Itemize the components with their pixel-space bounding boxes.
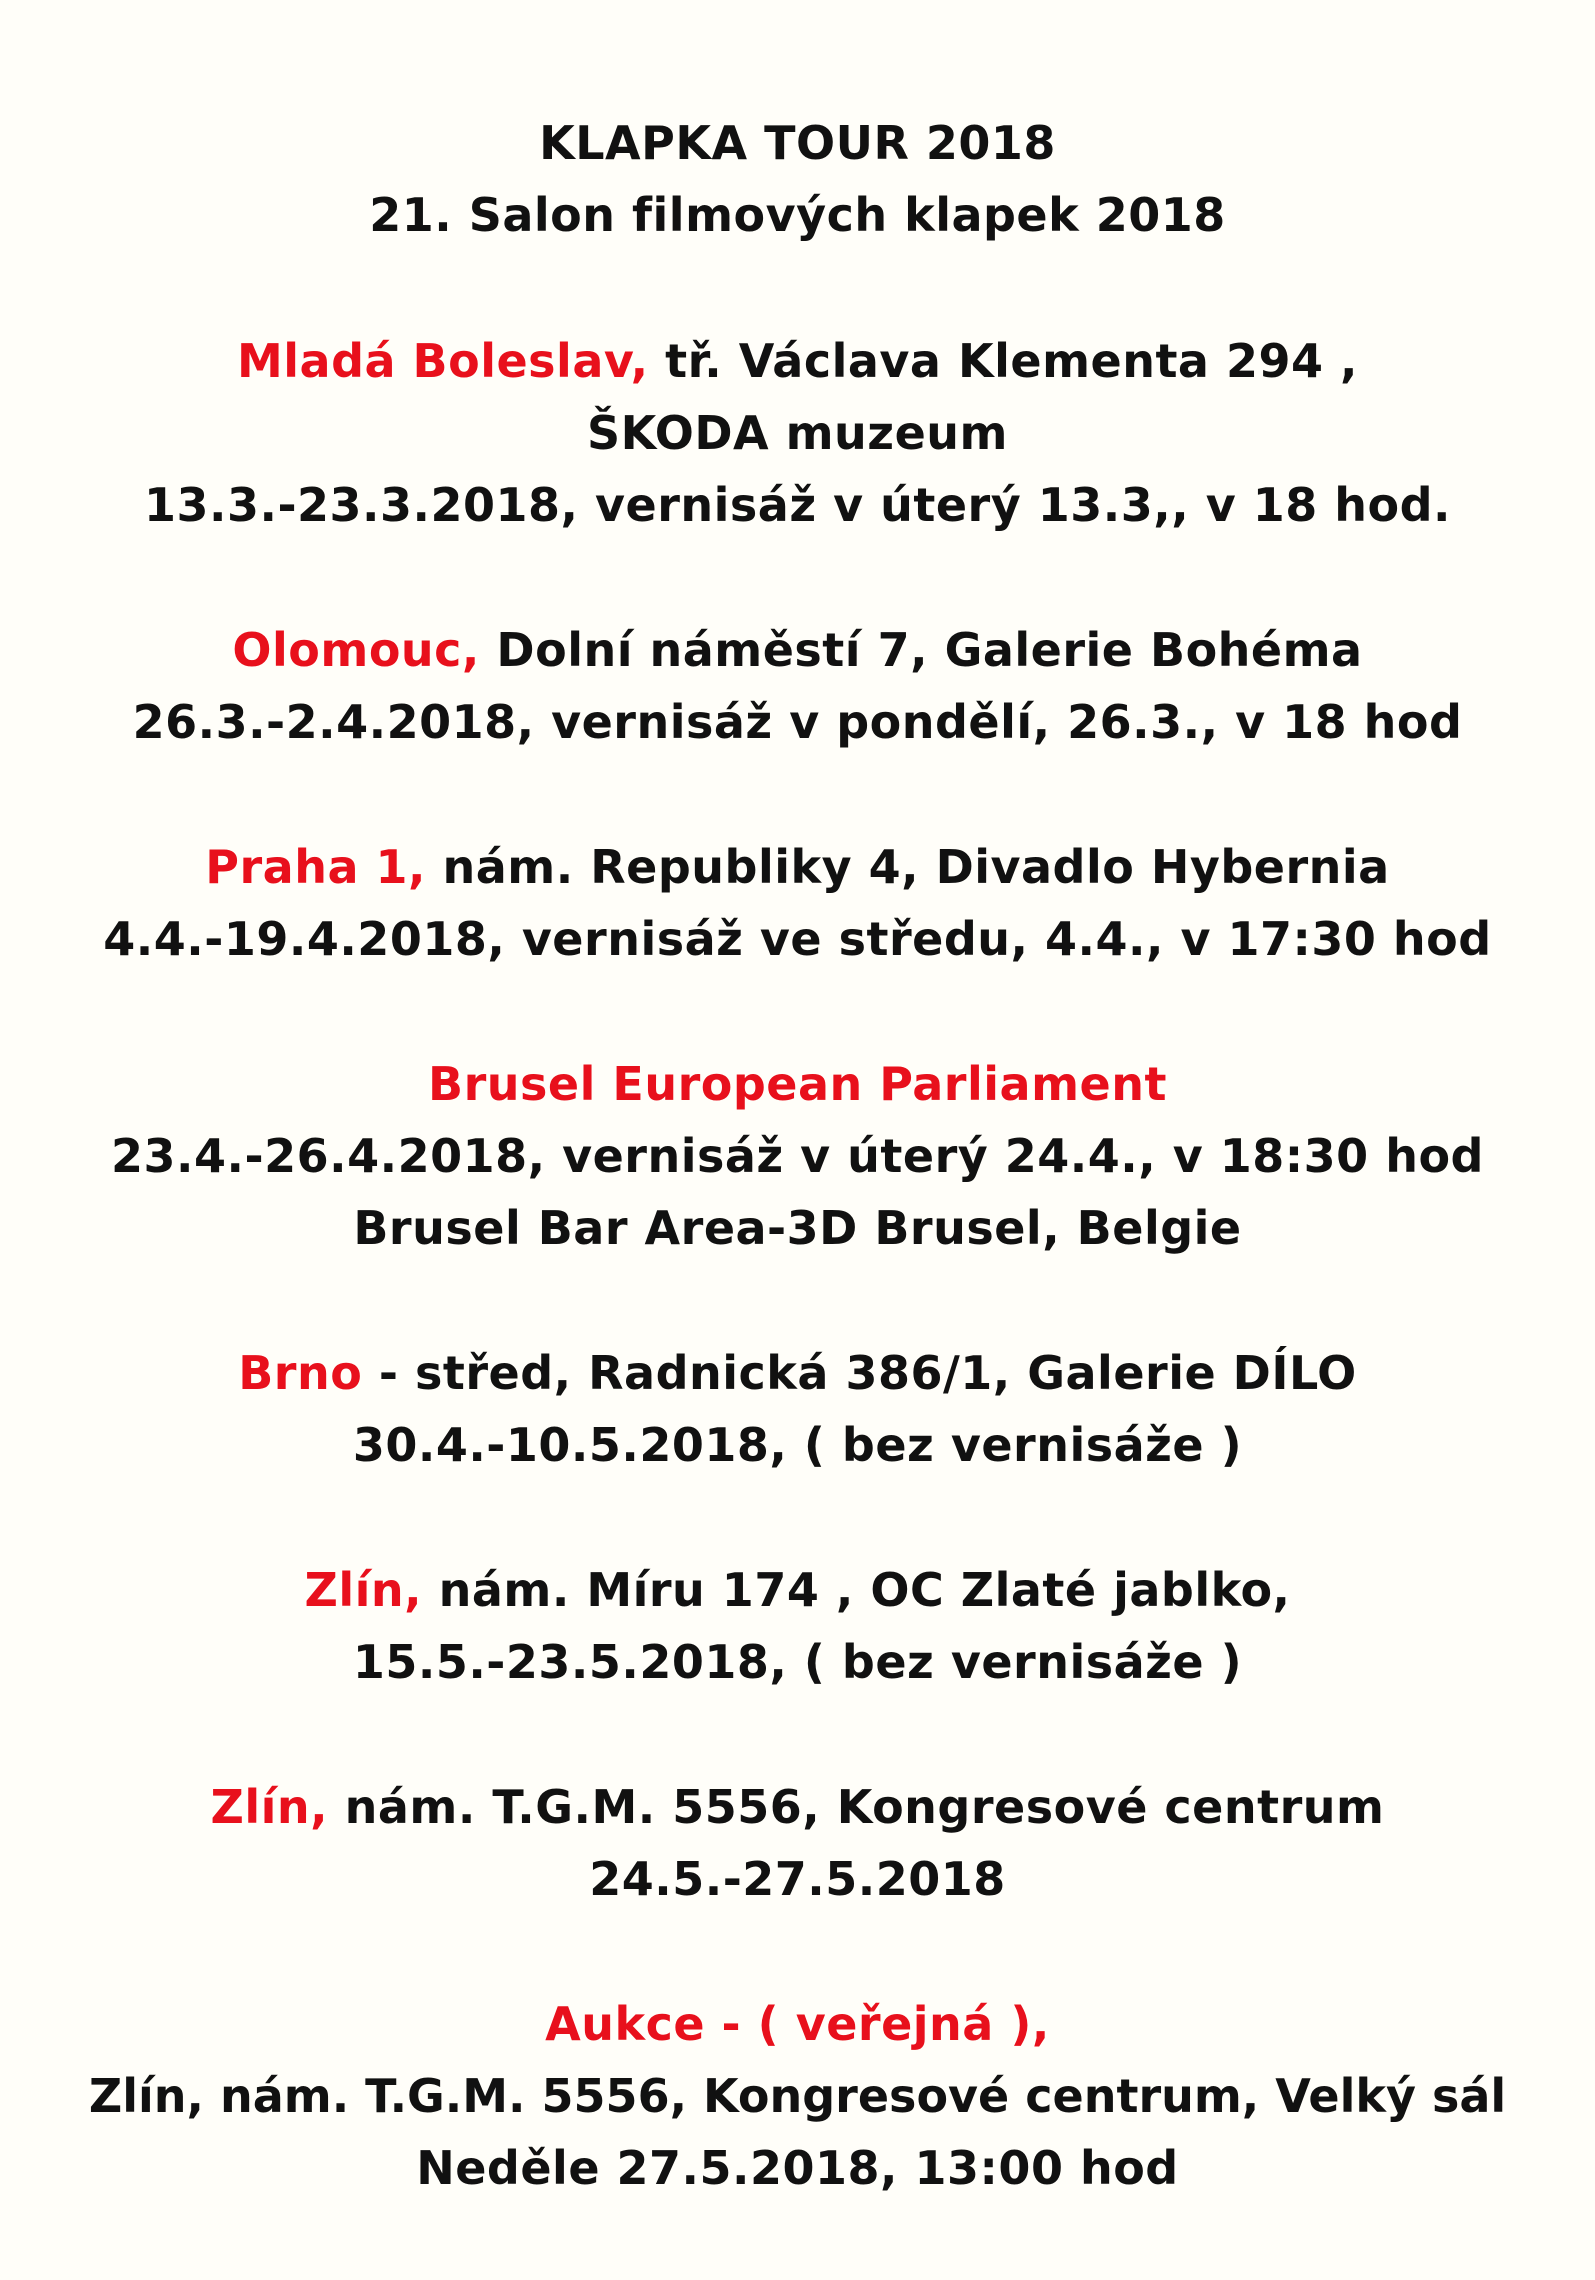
venue-2-city: Olomouc,: [232, 623, 480, 677]
venue-6-city: Zlín,: [304, 1563, 423, 1617]
venue-7-heading: [0, 1771, 1595, 1843]
venue-1-address: tř. Václava Klementa 294 ,: [648, 334, 1359, 388]
venue-7-dates: 24.5.-27.5.2018: [589, 1852, 1006, 1906]
venue-5-dates: 30.4.-10.5.2018, ( bez vernisáže ): [352, 1418, 1243, 1472]
venue-4-place: Brusel Bar Area-3D Brusel, Belgie: [353, 1201, 1242, 1255]
venue-7-city: Zlín,: [210, 1780, 329, 1834]
auction-place: Zlín, nám. T.G.M. 5556, Kongresové centrum, Velký sál: [88, 2069, 1507, 2123]
venue-2-heading: [0, 614, 1595, 686]
venue-4-dates: 23.4.-26.4.2018, vernisáž v úterý 24.4., v 18:30 hod: [111, 1129, 1484, 1183]
venue-1-heading: [0, 325, 1595, 397]
poster-subtitle: 21. Salon filmových klapek 2018: [369, 188, 1226, 242]
venue-6-heading: [0, 1554, 1595, 1626]
venue-3-heading: [0, 831, 1595, 903]
venue-6-dates: 15.5.-23.5.2018, ( bez vernisáže ): [352, 1635, 1243, 1689]
venue-5-heading: [0, 1337, 1595, 1409]
venue-2-dates: 26.3.-2.4.2018, vernisáž v pondělí, 26.3., v 18 hod: [132, 695, 1463, 749]
venue-1-city: Mladá Boleslav,: [236, 334, 649, 388]
venue-3-address: nám. Republiky 4, Divadlo Hybernia: [426, 840, 1390, 894]
venue-5-address: - střed, Radnická 386/1, Galerie DÍLO: [362, 1346, 1357, 1400]
venue-1-place: ŠKODA muzeum: [587, 406, 1008, 460]
venue-6-address: nám. Míru 174 , OC Zlaté jablko,: [422, 1563, 1291, 1617]
auction-title: Aukce - ( veřejná ),: [545, 1997, 1050, 2051]
venue-3-dates: 4.4.-19.4.2018, vernisáž ve středu, 4.4., v 17:30 hod: [103, 912, 1492, 966]
venue-3-city: Praha 1,: [205, 840, 426, 894]
venue-1-dates: 13.3.-23.3.2018, vernisáž v úterý 13.3,, v 18 hod.: [143, 478, 1451, 532]
poster-title: KLAPKA TOUR 2018: [539, 116, 1056, 170]
auction-date: Neděle 27.5.2018, 13:00 hod: [416, 2141, 1179, 2195]
venue-7-address: nám. T.G.M. 5556, Kongresové centrum: [328, 1780, 1385, 1834]
venue-4-city: Brusel European Parliament: [428, 1057, 1167, 1111]
venue-5-city: Brno: [238, 1346, 363, 1400]
venue-2-address: Dolní náměstí 7, Galerie Bohéma: [479, 623, 1363, 677]
